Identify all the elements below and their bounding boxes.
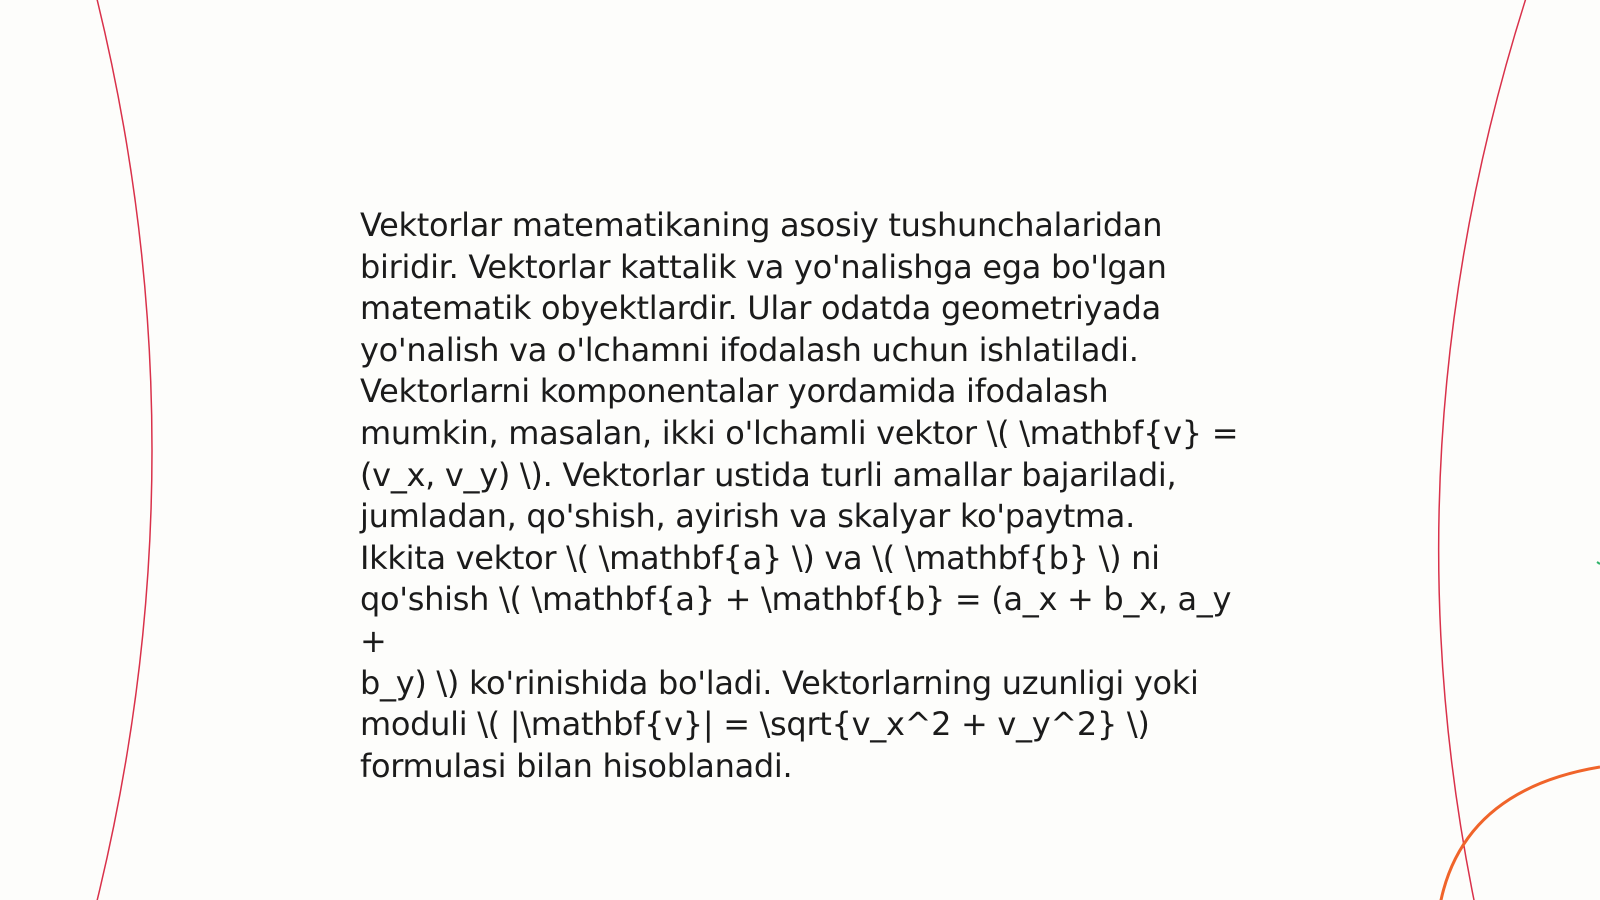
orange-arc [1440,767,1600,900]
right-border-curve [1439,0,1527,900]
body-text: Vektorlar matematikaning asosiy tushunchalaridan biridir. Vektorlar kattalik va yo'nalishga ega bo'lgan matematik obyektlardir. Ular odatda geometriyada yo'nalish va o'lchamni ifodalash uchun ishlatiladi. Vektorlarni komponentalar yordamida ifodalash mumkin, masalan, ikki o'lchamli vektor \( \mathbf{v} = (v_x, v_y) \). Vektorlar ustida turli amallar bajariladi, jumladan, qo'shish, ayirish va skalyar ko'paytma. Ikkita vektor \( \mathbf{a} \) va \( \mathbf{b} \) ni qo'shish \( \mathbf{a} + \mathbf{b} = (a_x + b_x, a_y + b_y) \) ko'rinishida bo'ladi. Vektorlarning uzunligi yoki moduli \( |\mathbf{v}| = \sqrt{v_x^2 + v_y^2} \) formulasi bilan hisoblanadi. [360,206,1239,785]
left-border-curve [96,0,152,900]
